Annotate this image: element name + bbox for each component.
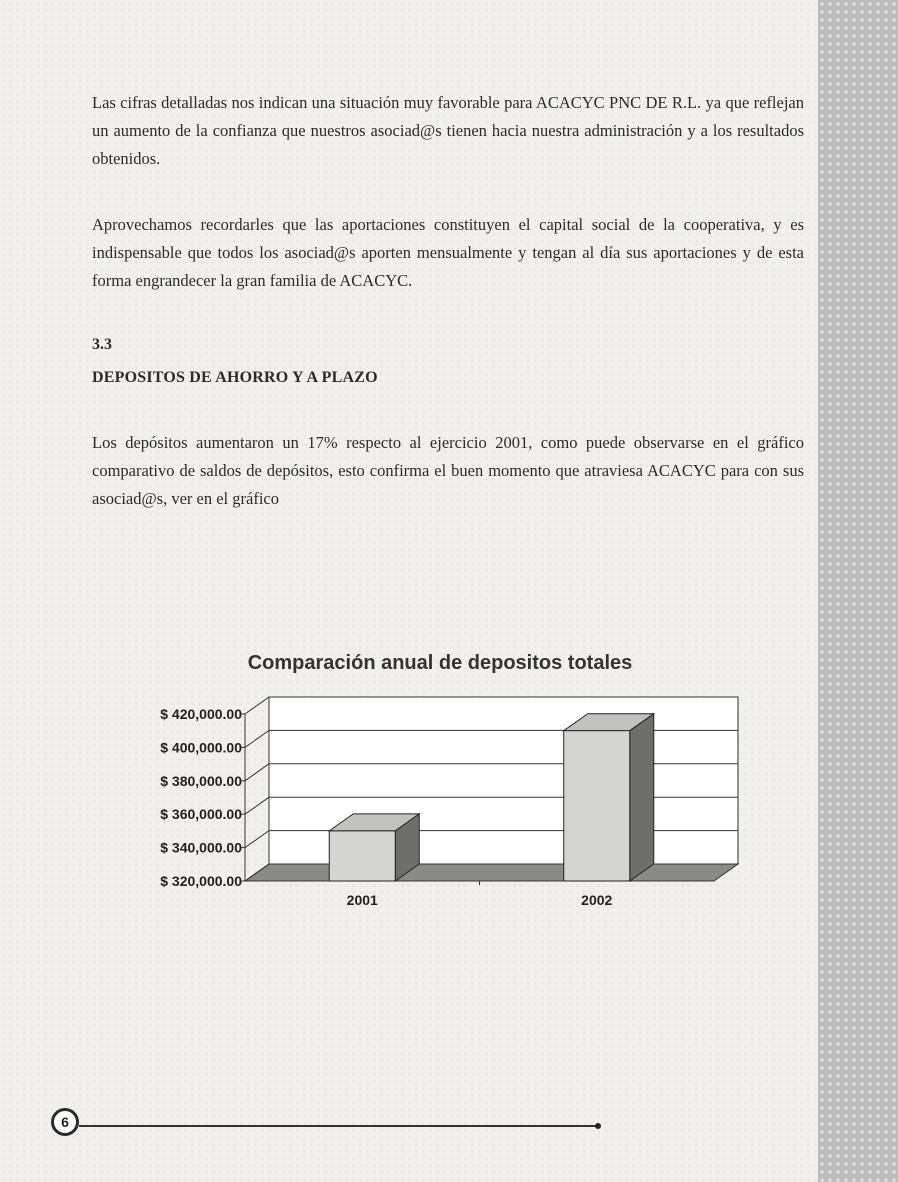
bar-2001 [329,831,395,881]
chart-title: Comparación anual de depositos totales [247,652,633,674]
bar-2002 [564,731,630,881]
section-title: DEPOSITOS DE AHORRO Y A PLAZO [92,369,378,386]
page-edge-strip [818,0,898,1182]
deposits-bar-chart [130,690,750,920]
y-tick-label: $ 320,000.00 [160,873,242,889]
side-wall-line [245,831,269,848]
page-number: 6 [51,1108,79,1136]
y-tick-label: $ 400,000.00 [160,739,242,756]
x-tick-label-2002: 2002 [581,892,613,908]
y-tick-label: $ 420,000.00 [160,706,242,722]
footer-rule [79,1125,597,1127]
paragraph-aportaciones: Aprovechamos recordarles que las aportaciones constituyen el capital social de la cooperativa, y es indispensable que todos los asociad@s aporten mensualmente y tengan al día sus aportaciones y de esta forma engrandecer la gran familia de ACACYC. [92,215,804,290]
chart-floor [245,864,738,881]
y-tick-label: $ 360,000.00 [160,806,242,823]
side-wall-line [245,797,269,814]
paragraph-depositos: Los depósitos aumentaron un 17% respecto al ejercicio 2001, como puede observarse en el gráfico comparativo de saldos de depósitos, esto confirma el buen momento que atraviesa ACACYC para con sus asociad@s, ver en el gráfico [92,433,804,508]
side-wall-line [245,730,269,747]
side-wall-line [245,697,269,714]
side-wall-line [245,764,269,781]
footer-dot [595,1123,601,1129]
section-number: 3.3 [92,336,112,353]
y-tick-label: $ 340,000.00 [160,839,242,856]
y-tick-label: $ 380,000.00 [160,772,242,789]
x-tick-label-2001: 2001 [346,892,378,908]
paragraph-confianza: Las cifras detalladas nos indican una situación muy favorable para ACACYC PNC DE R.L. ya que reflejan un aumento de la confianza que nuestros asociad@s tienen hacia nuestra administración y a los resultados obtenidos. [92,93,804,168]
bar-side-2002 [630,714,654,881]
